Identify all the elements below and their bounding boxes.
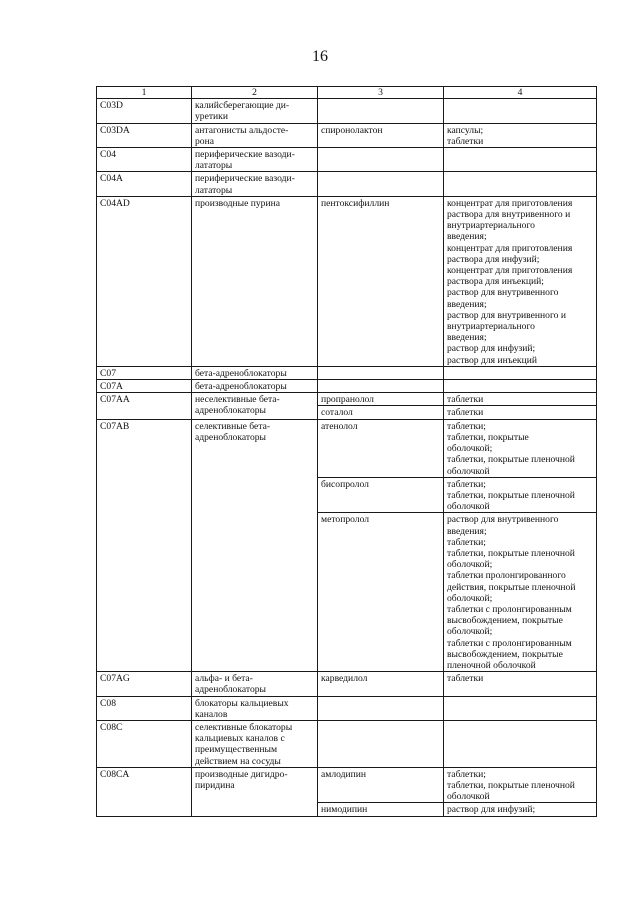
dosage-form-cell: таблетки; таблетки, покрытые пленочной оболочкой — [444, 767, 597, 803]
drug-table — [96, 86, 597, 817]
atc-code-cell: C03D — [97, 99, 192, 123]
group-name-cell: антагонисты альдосте- рона — [192, 123, 318, 147]
dosage-form-cell — [444, 696, 597, 720]
column-header: 4 — [444, 87, 597, 99]
atc-code-cell: C04 — [97, 148, 192, 172]
drug-name-cell: амлодипин — [318, 767, 444, 803]
atc-code-cell: C07 — [97, 366, 192, 379]
table-row — [97, 393, 597, 406]
group-name-cell: периферические вазоди- лататоры — [192, 148, 318, 172]
dosage-form-cell: таблетки; таблетки, покрытые оболочкой; таблетки, покрытые пленочной оболочкой — [444, 419, 597, 477]
atc-code-cell: C08CA — [97, 767, 192, 816]
group-name-cell: селективные блокаторы кальциевых каналов с преимущественным действием на сосуды — [192, 720, 318, 767]
atc-code-cell: C07A — [97, 380, 192, 393]
drug-name-cell: пентоксифиллин — [318, 196, 444, 366]
dosage-form-cell: таблетки; таблетки, покрытые пленочной оболочкой — [444, 477, 597, 513]
drug-name-cell: карведилол — [318, 672, 444, 696]
dosage-form-cell: концентрат для приготовления раствора для внутривенного и внутриартериального введения; концентрат для приготовления раствора для инфузий; концентрат для приготовления раствора для инъекций; раствор для внутривенного введения; раствор для внутривенного и внутриартериального введения; раствор для инфузий; раствор для инъекций — [444, 196, 597, 366]
table-row — [97, 148, 597, 172]
column-header: 2 — [192, 87, 318, 99]
page-number: 16 — [312, 48, 328, 65]
drug-name-cell: бисопролол — [318, 477, 444, 513]
group-name-cell: бета-адреноблокаторы — [192, 366, 318, 379]
drug-name-cell: спиронолактон — [318, 123, 444, 147]
group-name-cell: калийсберегающие ди- уретики — [192, 99, 318, 123]
drug-name-cell: метопролол — [318, 513, 444, 672]
drug-name-cell — [318, 380, 444, 393]
dosage-form-cell — [444, 172, 597, 196]
column-header: 1 — [97, 87, 192, 99]
table-row — [97, 123, 597, 147]
atc-code-cell: C07AA — [97, 393, 192, 419]
table-header-row — [97, 87, 597, 99]
drug-name-cell: атенолол — [318, 419, 444, 477]
drug-name-cell — [318, 99, 444, 123]
dosage-form-cell — [444, 99, 597, 123]
drug-name-cell: соталол — [318, 406, 444, 419]
dosage-form-cell: таблетки — [444, 406, 597, 419]
group-name-cell: блокаторы кальциевых каналов — [192, 696, 318, 720]
drug-name-cell — [318, 720, 444, 767]
group-name-cell: бета-адреноблокаторы — [192, 380, 318, 393]
group-name-cell: альфа- и бета- адреноблокаторы — [192, 672, 318, 696]
table-row — [97, 720, 597, 767]
dosage-form-cell: капсулы; таблетки — [444, 123, 597, 147]
table-row — [97, 696, 597, 720]
atc-code-cell: C07AB — [97, 419, 192, 671]
atc-code-cell: C04A — [97, 172, 192, 196]
table-row — [97, 672, 597, 696]
drug-name-cell — [318, 148, 444, 172]
atc-code-cell: C07AG — [97, 672, 192, 696]
dosage-form-cell — [444, 148, 597, 172]
dosage-form-cell: раствор для внутривенного введения; таблетки; таблетки, покрытые пленочной оболочкой; таблетки пролонгированного действия, покрытые пленочной оболочкой; таблетки с пролонгированным высвобождением, покрытые оболочкой; таблетки с пролонгированным высвобождением, покрытые пленочной оболочкой — [444, 513, 597, 672]
atc-code-cell: C03DA — [97, 123, 192, 147]
table-row — [97, 419, 597, 477]
dosage-form-cell: раствор для инфузий; — [444, 803, 597, 816]
drug-name-cell: пропранолол — [318, 393, 444, 406]
drug-name-cell — [318, 696, 444, 720]
table-row — [97, 767, 597, 803]
group-name-cell: производные дигидро- пиридина — [192, 767, 318, 816]
dosage-form-cell — [444, 366, 597, 379]
table-row — [97, 99, 597, 123]
drug-name-cell — [318, 172, 444, 196]
group-name-cell: неселективные бета- адреноблокаторы — [192, 393, 318, 419]
table-row — [97, 172, 597, 196]
dosage-form-cell: таблетки — [444, 672, 597, 696]
atc-code-cell: C08 — [97, 696, 192, 720]
group-name-cell: периферические вазоди- лататоры — [192, 172, 318, 196]
column-header: 3 — [318, 87, 444, 99]
dosage-form-cell: таблетки — [444, 393, 597, 406]
dosage-form-cell — [444, 380, 597, 393]
drug-name-cell: нимодипин — [318, 803, 444, 816]
table-row — [97, 366, 597, 379]
table-row — [97, 380, 597, 393]
dosage-form-cell — [444, 720, 597, 767]
drug-name-cell — [318, 366, 444, 379]
atc-code-cell: C08C — [97, 720, 192, 767]
group-name-cell: производные пурина — [192, 196, 318, 366]
group-name-cell: селективные бета- адреноблокаторы — [192, 419, 318, 671]
table-row — [97, 196, 597, 366]
atc-code-cell: C04AD — [97, 196, 192, 366]
